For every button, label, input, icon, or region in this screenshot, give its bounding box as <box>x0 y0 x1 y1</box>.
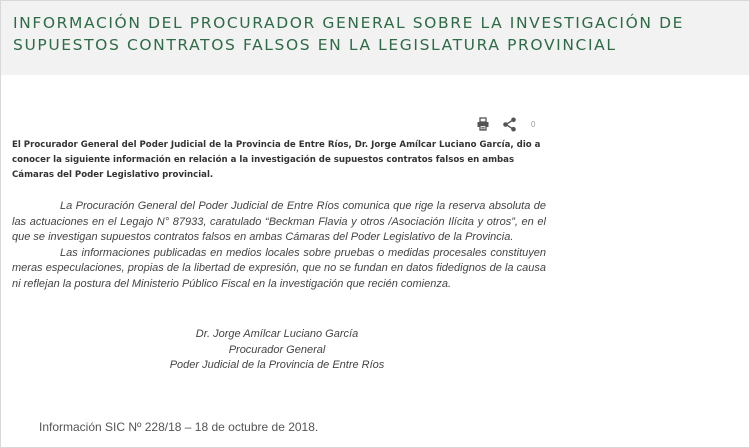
body-paragraph: Las informaciones publicadas en medios locales sobre pruebas o medidas procesales constituyen meras especulaciones, propias de la libertad de expresión, que no se fundan en datos fidedignos de la causa ni reflejan la postura del Ministerio Público Fiscal en la investigación que recién comienza. <box>12 246 546 290</box>
article-body <box>12 199 546 292</box>
signature-block <box>130 327 424 374</box>
body-paragraph: La Procuración General del Poder Judicial de Entre Ríos comunica que rige la reserva absoluta de las actuaciones en el Legajo N° 87933, caratulado “Beckman Flavia y otros /Asociación Ilícita y otros”, en el que se investigan supuestos contratos falsos en ambas Cámaras del Poder Legislativo de la Provincia. <box>12 200 546 243</box>
signature-name: Dr. Jorge Amílcar Luciano García <box>195 328 359 340</box>
print-button[interactable] <box>476 117 490 131</box>
article-toolbar <box>476 115 535 133</box>
article-header <box>1 1 749 75</box>
signature-role: Procurador General <box>228 343 326 356</box>
article-intro: El Procurador General del Poder Judicial de la Provincia de Entre Ríos, Dr. Jorge Amílcar Luciano García, dio a conocer la siguiente información en relación a la investigación de supuestos contratos falsos en ambas Cámaras del Poder Legislativo provincial. <box>12 140 541 180</box>
share-button[interactable] <box>502 117 517 132</box>
page-title: INFORMACIÓN DEL PROCURADOR GENERAL SOBRE LA INVESTIGACIÓN DE SUPUESTOS CONTRATOS FALSOS EN LA LEGISLATURA PROVINCIAL <box>13 14 685 54</box>
press-release-info: Información SIC Nº 228/18 – 18 de octubre de 2018. <box>39 420 319 434</box>
printer-icon <box>476 117 490 131</box>
signature-institution: Poder Judicial de la Provincia de Entre Ríos <box>169 359 385 371</box>
share-count: 0 <box>531 119 536 129</box>
share-icon <box>502 117 517 132</box>
